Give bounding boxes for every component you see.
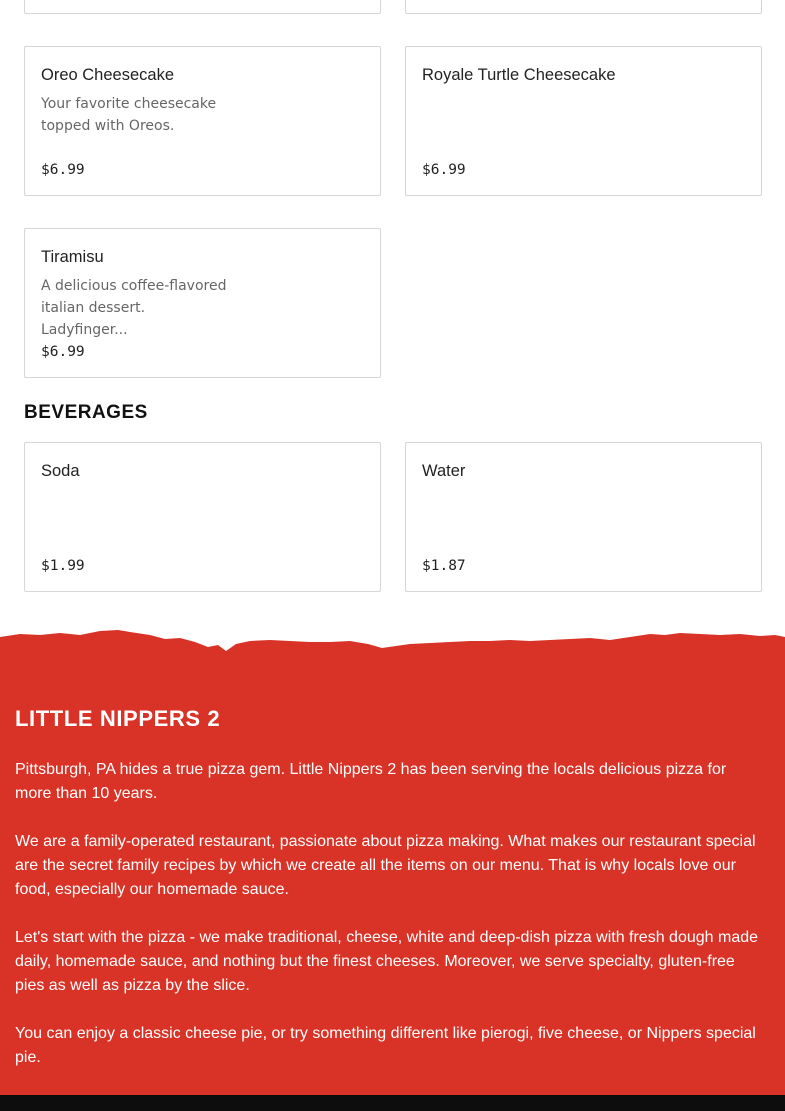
about-paragraph: You can enjoy a classic cheese pie, or try something different like pierogi, five cheese, or Nippers special pie.: [15, 1025, 756, 1066]
menu-item-card-partial[interactable]: [24, 0, 381, 14]
menu-item-price: $1.87: [422, 558, 466, 574]
menu-item-price: $6.99: [422, 162, 466, 178]
menu-item-card-partial[interactable]: [405, 0, 762, 14]
about-paragraph: We are a family-operated restaurant, passionate about pizza making. What makes our restaurant special are the secret family recipes by which we create all the items on our menu. That is why locals love our food, especially our homemade sauce.: [15, 833, 756, 898]
menu-item-name: Tiramisu: [41, 248, 104, 266]
menu-item-card-tiramisu[interactable]: [24, 228, 381, 378]
footer-bottom-bar: [0, 1095, 785, 1111]
about-title: LITTLE NIPPERS 2: [15, 706, 221, 731]
about-paragraph: Let's start with the pizza - we make traditional, cheese, white and deep-dish pizza with fresh dough made daily, homemade sauce, and nothing but the finest cheeses. Moreover, we serve specialty, gluten-free pies as well as pizza by the slice.: [15, 929, 759, 994]
menu-item-name: Water: [422, 462, 466, 480]
menu-item-description: Your favorite cheesecake topped with Oreos.: [41, 96, 217, 134]
menu-item-card-water[interactable]: [405, 442, 762, 592]
menu-item-description: A delicious coffee-flavored italian dessert. Ladyfinger...: [41, 278, 227, 338]
menu-item-card-oreo-cheesecake[interactable]: [24, 46, 381, 196]
menu-item-price: $1.99: [41, 558, 85, 574]
about-paragraph: Pittsburgh, PA hides a true pizza gem. Little Nippers 2 has been serving the locals delicious pizza for more than 10 years.: [15, 761, 727, 802]
menu-item-card-soda[interactable]: [24, 442, 381, 592]
menu-item-name: Soda: [41, 462, 80, 480]
menu-item-card-royale-turtle-cheesecake[interactable]: [405, 46, 762, 196]
menu-item-price: $6.99: [41, 344, 85, 360]
menu-item-name: Oreo Cheesecake: [41, 66, 174, 84]
section-title-beverages: BEVERAGES: [24, 402, 148, 423]
menu-item-name: Royale Turtle Cheesecake: [422, 66, 616, 84]
menu-item-price: $6.99: [41, 162, 85, 178]
